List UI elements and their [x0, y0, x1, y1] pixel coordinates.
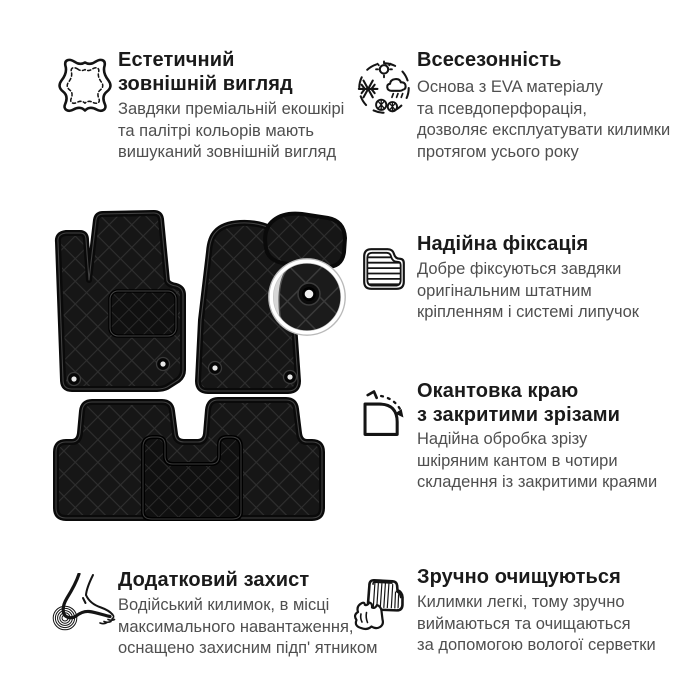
feature-description: [417, 592, 656, 657]
feature-body-line: кріпленням і системі липучок: [417, 303, 640, 321]
feature-description: [417, 429, 657, 494]
feature-title: [417, 565, 656, 589]
feature-title-line: Естетичний: [118, 49, 235, 71]
feature-body-line: оснащено захисним підп' ятником: [118, 639, 378, 657]
feature-body-line: шкіряним кантом в чотири: [417, 451, 618, 470]
feature-body-line: та палітрі кольорів мають: [118, 121, 315, 140]
feature-body-line: Основа з EVA матеріалу: [417, 78, 603, 96]
four-seasons-icon: [356, 60, 412, 116]
floor-mats-photo: [30, 190, 350, 570]
folded-edge-icon: [355, 388, 409, 438]
feature-title-line: Окантовка краю: [417, 380, 579, 402]
feature-title: [417, 379, 657, 427]
rear-mat: [56, 400, 322, 519]
mat-fixation-icon: [357, 242, 411, 296]
feature-body-line: Надійна обробка зрізу: [417, 430, 588, 448]
feature-body-line: за допомогою вологої серветки: [417, 636, 656, 654]
feature-title-line: Додатковий захист: [118, 569, 310, 591]
feature-body-line: складення із закритими краями: [417, 473, 658, 491]
feature-description: [118, 595, 378, 660]
foot-heel-pad-icon: [50, 573, 116, 633]
feature-description: [417, 259, 639, 324]
feature-title-line: Всесезонність: [417, 49, 562, 71]
leather-hide-icon: [54, 55, 116, 113]
feature-body-line: Завдяки преміальній екошкірі: [118, 100, 345, 118]
hand-wipe-icon: [351, 578, 413, 634]
feature-body-line: протягом усього року: [417, 142, 579, 161]
feature-body-line: оригінальним штатним: [417, 281, 592, 300]
feature-body-line: вишуканий зовнішній вигляд: [118, 143, 337, 161]
feature-title: [417, 48, 670, 72]
feature-title: [118, 568, 378, 592]
feature-description: [417, 77, 670, 163]
feature-body-line: Килимки легкі, тому зручно: [417, 593, 625, 611]
feature-title-line: з закритими зрізами: [417, 404, 621, 426]
feature-body-line: виймаються та очищаються: [417, 614, 631, 633]
feature-title-line: Надійна фіксація: [417, 233, 589, 255]
feature-body-line: дозволяє експлуатувати килимки: [417, 121, 671, 139]
feature-title-line: Зручно очищуються: [417, 566, 621, 588]
feature-body-line: Добре фіксуються завдяки: [417, 260, 622, 278]
feature-body-line: Водійський килимок, в місці: [118, 596, 330, 614]
feature-description: [118, 99, 344, 164]
driver-mat: [58, 213, 183, 389]
feature-title: [417, 232, 639, 256]
feature-title: [118, 48, 344, 96]
feature-body-line: та псевдоперфорація,: [417, 99, 587, 118]
feature-title-line: зовнішній вигляд: [118, 73, 293, 95]
feature-body-line: максимального навантаження,: [118, 617, 354, 636]
